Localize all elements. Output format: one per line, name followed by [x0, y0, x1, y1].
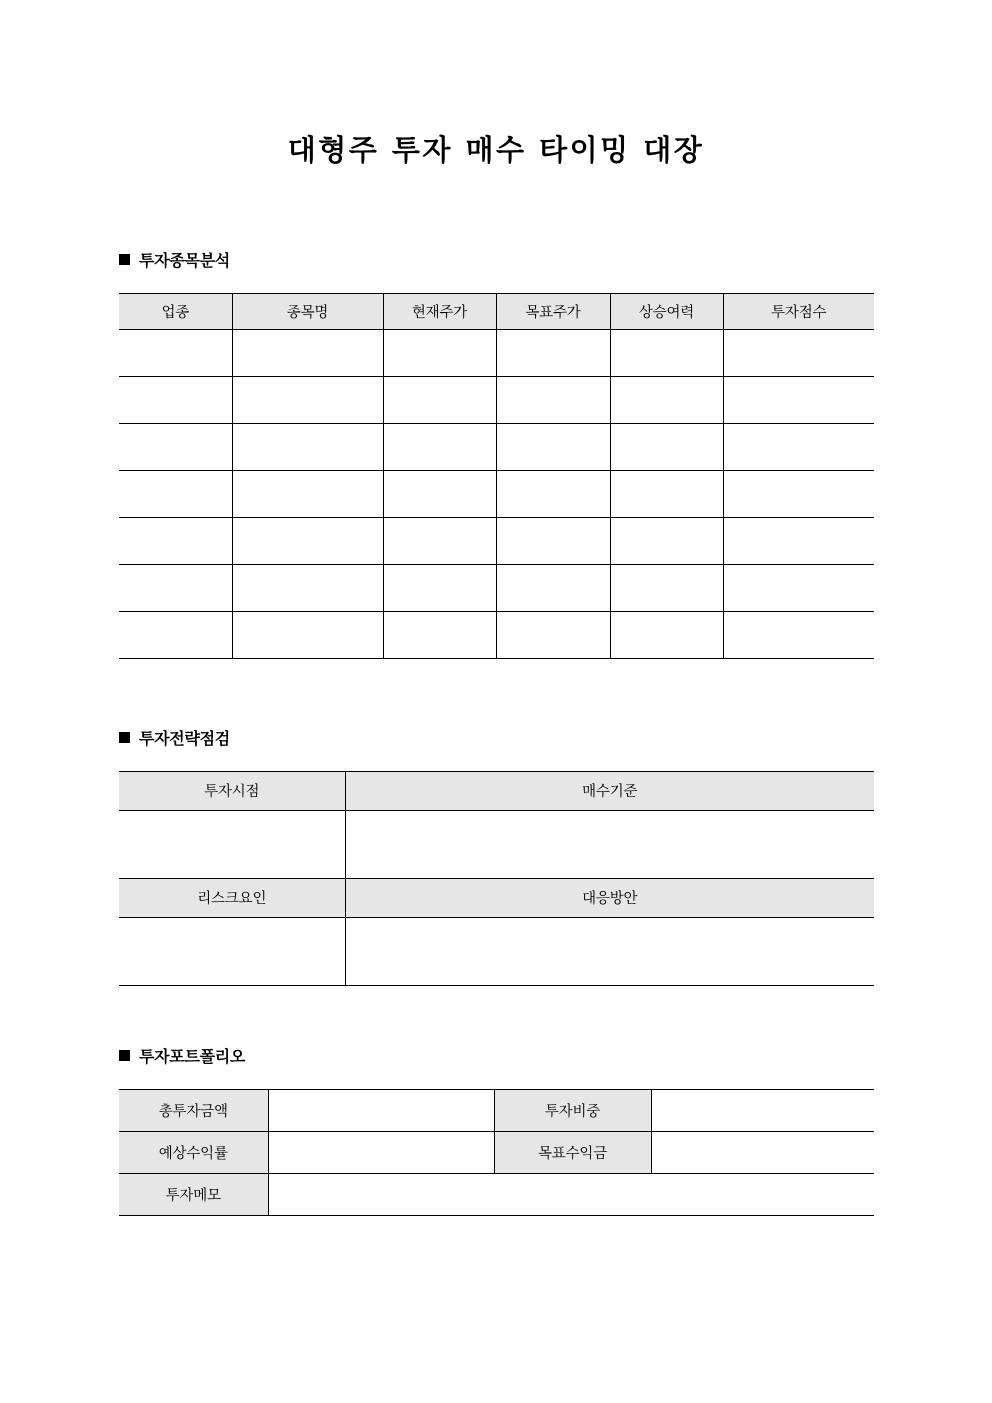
table-row	[119, 423, 874, 470]
column-header-upside: 상승여력	[610, 293, 723, 329]
cell-stock-name[interactable]	[232, 423, 383, 470]
column-header-current-price: 현재주가	[383, 293, 496, 329]
cell-stock-name[interactable]	[232, 564, 383, 611]
table-row	[119, 329, 874, 376]
section-heading-strategy-check	[0, 726, 992, 749]
square-bullet-icon	[119, 1050, 130, 1061]
column-header-stock-name: 종목명	[232, 293, 383, 329]
table-body-portfolio	[119, 1089, 874, 1215]
cell-upside[interactable]	[610, 376, 723, 423]
table-stock-analysis	[119, 293, 874, 659]
section-heading-label: 투자전략점검	[139, 728, 230, 748]
value-total-investment[interactable]	[268, 1089, 494, 1131]
cell-target-price[interactable]	[496, 329, 610, 376]
cell-score[interactable]	[723, 423, 874, 470]
value-investment-memo[interactable]	[268, 1173, 874, 1215]
cell-target-price[interactable]	[496, 564, 610, 611]
cell-industry[interactable]	[119, 517, 232, 564]
square-bullet-icon	[119, 732, 130, 743]
table-row	[119, 917, 874, 985]
header-risk-factor: 리스크요인	[119, 878, 345, 917]
header-entry-timing: 투자시점	[119, 771, 345, 810]
cell-current-price[interactable]	[383, 329, 496, 376]
column-header-score: 투자점수	[723, 293, 874, 329]
table-header-row	[119, 878, 874, 917]
label-target-profit: 목표수익금	[494, 1131, 651, 1173]
table-row	[119, 810, 874, 878]
table-strategy-check	[119, 771, 874, 986]
value-investment-weight[interactable]	[651, 1089, 874, 1131]
table-row	[119, 470, 874, 517]
cell-stock-name[interactable]	[232, 329, 383, 376]
cell-current-price[interactable]	[383, 564, 496, 611]
column-header-industry: 업종	[119, 293, 232, 329]
table-row	[119, 1089, 874, 1131]
table-row	[119, 564, 874, 611]
label-expected-return: 예상수익률	[119, 1131, 268, 1173]
table-header-row	[119, 771, 874, 810]
table-portfolio	[119, 1089, 874, 1216]
cell-industry[interactable]	[119, 470, 232, 517]
section-heading-label: 투자종목분석	[139, 250, 230, 270]
square-bullet-icon	[119, 254, 130, 265]
cell-current-price[interactable]	[383, 470, 496, 517]
cell-target-price[interactable]	[496, 423, 610, 470]
label-investment-weight: 투자비중	[494, 1089, 651, 1131]
page-title: 대형주 투자 매수 타이밍 대장	[287, 133, 705, 167]
cell-target-price[interactable]	[496, 376, 610, 423]
cell-score[interactable]	[723, 564, 874, 611]
cell-buy-criteria[interactable]	[345, 810, 874, 878]
cell-score[interactable]	[723, 470, 874, 517]
cell-upside[interactable]	[610, 470, 723, 517]
section-spacer-1	[0, 659, 992, 726]
cell-upside[interactable]	[610, 517, 723, 564]
cell-upside[interactable]	[610, 329, 723, 376]
cell-current-price[interactable]	[383, 376, 496, 423]
header-response-plan: 대응방안	[345, 878, 874, 917]
table-row	[119, 1173, 874, 1215]
cell-upside[interactable]	[610, 611, 723, 658]
cell-upside[interactable]	[610, 564, 723, 611]
table-row	[119, 517, 874, 564]
cell-stock-name[interactable]	[232, 611, 383, 658]
cell-current-price[interactable]	[383, 517, 496, 564]
table-body-strategy-check	[119, 771, 874, 985]
cell-target-price[interactable]	[496, 517, 610, 564]
label-investment-memo: 투자메모	[119, 1173, 268, 1215]
cell-industry[interactable]	[119, 423, 232, 470]
cell-industry[interactable]	[119, 611, 232, 658]
cell-risk-factor[interactable]	[119, 917, 345, 985]
table-row	[119, 376, 874, 423]
cell-industry[interactable]	[119, 329, 232, 376]
label-total-investment: 총투자금액	[119, 1089, 268, 1131]
cell-score[interactable]	[723, 517, 874, 564]
cell-score[interactable]	[723, 611, 874, 658]
cell-target-price[interactable]	[496, 611, 610, 658]
column-header-target-price: 목표주가	[496, 293, 610, 329]
cell-industry[interactable]	[119, 376, 232, 423]
cell-stock-name[interactable]	[232, 376, 383, 423]
title-spacer	[0, 168, 992, 248]
value-target-profit[interactable]	[651, 1131, 874, 1173]
section-heading-label: 투자포트폴리오	[139, 1046, 246, 1066]
table-header-row	[119, 293, 874, 329]
cell-upside[interactable]	[610, 423, 723, 470]
cell-target-price[interactable]	[496, 470, 610, 517]
cell-stock-name[interactable]	[232, 470, 383, 517]
cell-current-price[interactable]	[383, 611, 496, 658]
section-spacer-2	[0, 986, 992, 1044]
section-heading-portfolio	[0, 1044, 992, 1067]
cell-score[interactable]	[723, 376, 874, 423]
cell-score[interactable]	[723, 329, 874, 376]
cell-stock-name[interactable]	[232, 517, 383, 564]
table-row	[119, 1131, 874, 1173]
cell-industry[interactable]	[119, 564, 232, 611]
section-heading-stock-analysis	[0, 248, 992, 271]
header-buy-criteria: 매수기준	[345, 771, 874, 810]
value-expected-return[interactable]	[268, 1131, 494, 1173]
table-row	[119, 611, 874, 658]
table-body-stock-analysis	[119, 329, 874, 658]
cell-current-price[interactable]	[383, 423, 496, 470]
cell-response-plan[interactable]	[345, 917, 874, 985]
cell-entry-timing[interactable]	[119, 810, 345, 878]
